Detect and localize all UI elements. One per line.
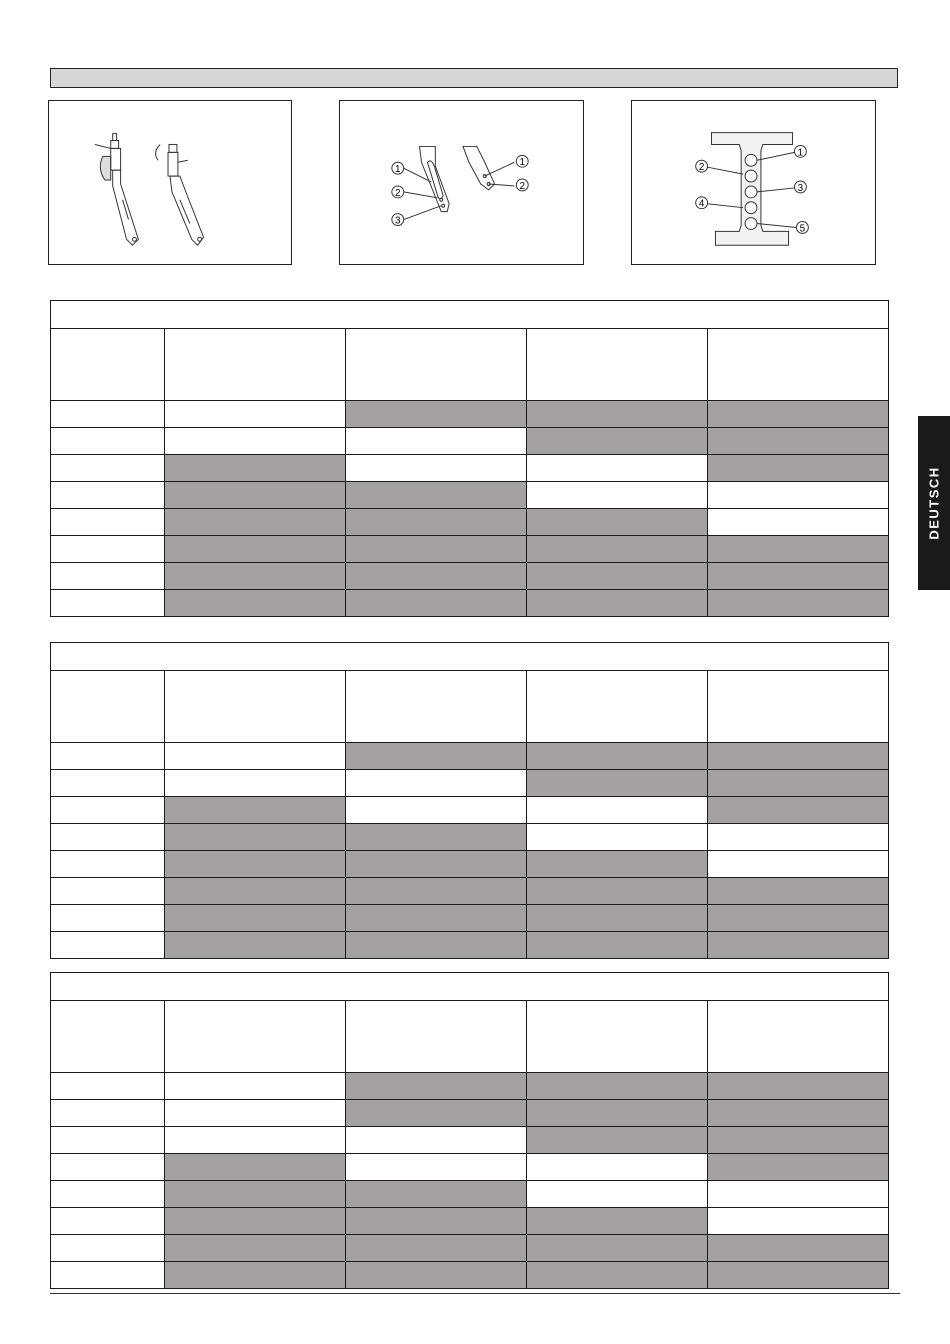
- shaded-cell: [708, 401, 889, 428]
- table-row: [51, 851, 889, 878]
- shaded-cell: [527, 563, 708, 590]
- blank-cell: [527, 824, 708, 851]
- shaded-cell: [527, 428, 708, 455]
- shaded-cell: [527, 536, 708, 563]
- blank-cell: [346, 1127, 527, 1154]
- table-row: [51, 932, 889, 959]
- table-row: [51, 1208, 889, 1235]
- table-row: [51, 563, 889, 590]
- header-cell: [708, 329, 889, 401]
- shaded-cell: [346, 905, 527, 932]
- shaded-cell: [346, 590, 527, 617]
- row-label-cell: [51, 851, 165, 878]
- shaded-cell: [346, 509, 527, 536]
- row-label-cell: [51, 932, 165, 959]
- row-label-cell: [51, 743, 165, 770]
- settings-table-2: [50, 642, 889, 959]
- shaded-cell: [527, 1100, 708, 1127]
- row-label-cell: [51, 1181, 165, 1208]
- header-cell: [527, 1001, 708, 1073]
- shaded-cell: [527, 851, 708, 878]
- shaded-cell: [708, 1262, 889, 1289]
- blank-cell: [346, 455, 527, 482]
- table-title-row: [51, 643, 889, 671]
- shaded-cell: [346, 1235, 527, 1262]
- blank-cell: [165, 1127, 346, 1154]
- footer-rule: [50, 1293, 900, 1294]
- shaded-cell: [708, 1100, 889, 1127]
- table-header-row: [51, 671, 889, 743]
- shaded-cell: [708, 1073, 889, 1100]
- blank-cell: [527, 455, 708, 482]
- shaded-cell: [165, 1181, 346, 1208]
- blank-cell: [346, 797, 527, 824]
- figure-3-profile: [631, 100, 876, 265]
- blank-cell: [708, 1181, 889, 1208]
- blank-cell: [527, 1181, 708, 1208]
- shaded-cell: [165, 1154, 346, 1181]
- callout-label: 2: [698, 162, 705, 174]
- table-row: [51, 1235, 889, 1262]
- table-row: [51, 455, 889, 482]
- blank-cell: [527, 482, 708, 509]
- blank-cell: [708, 509, 889, 536]
- header-cell: [51, 329, 165, 401]
- blank-cell: [346, 770, 527, 797]
- blank-cell: [165, 401, 346, 428]
- row-label-cell: [51, 401, 165, 428]
- table-row: [51, 743, 889, 770]
- settings-table-1: [50, 300, 889, 617]
- shaded-cell: [527, 1127, 708, 1154]
- blank-cell: [708, 851, 889, 878]
- language-tab-label: DEUTSCH: [926, 466, 942, 540]
- row-label-cell: [51, 1100, 165, 1127]
- table-row: [51, 905, 889, 932]
- callout-label: 1: [519, 157, 525, 169]
- row-label-cell: [51, 482, 165, 509]
- header-cell: [165, 329, 346, 401]
- table-row: [51, 1181, 889, 1208]
- row-label-cell: [51, 878, 165, 905]
- callout-label: 5: [799, 223, 806, 235]
- table-row: [51, 878, 889, 905]
- callout-label: 4: [698, 198, 705, 210]
- header-cell: [346, 329, 527, 401]
- table-row: [51, 1154, 889, 1181]
- shaded-cell: [165, 590, 346, 617]
- shaded-cell: [346, 401, 527, 428]
- figure-1-brackets: [48, 100, 292, 265]
- shaded-cell: [527, 509, 708, 536]
- row-label-cell: [51, 590, 165, 617]
- table-row: [51, 1100, 889, 1127]
- shaded-cell: [165, 563, 346, 590]
- header-cell: [165, 1001, 346, 1073]
- table-header-row: [51, 329, 889, 401]
- callout-label: 1: [395, 164, 401, 176]
- row-label-cell: [51, 455, 165, 482]
- shaded-cell: [346, 482, 527, 509]
- shaded-cell: [708, 878, 889, 905]
- table-row: [51, 1127, 889, 1154]
- shaded-cell: [527, 905, 708, 932]
- table-row: [51, 590, 889, 617]
- shaded-cell: [708, 1127, 889, 1154]
- blank-cell: [346, 1154, 527, 1181]
- shaded-cell: [708, 455, 889, 482]
- shaded-cell: [165, 905, 346, 932]
- shaded-cell: [708, 797, 889, 824]
- header-cell: [346, 671, 527, 743]
- row-label-cell: [51, 824, 165, 851]
- row-label-cell: [51, 1208, 165, 1235]
- blank-cell: [165, 743, 346, 770]
- row-label-cell: [51, 536, 165, 563]
- row-label-cell: [51, 563, 165, 590]
- shaded-cell: [165, 878, 346, 905]
- shaded-cell: [527, 932, 708, 959]
- header-cell: [708, 1001, 889, 1073]
- table-header-row: [51, 1001, 889, 1073]
- shaded-cell: [165, 851, 346, 878]
- shaded-cell: [527, 1262, 708, 1289]
- shaded-cell: [527, 401, 708, 428]
- shaded-cell: [708, 1235, 889, 1262]
- shaded-cell: [527, 743, 708, 770]
- blank-cell: [708, 824, 889, 851]
- row-label-cell: [51, 428, 165, 455]
- row-label-cell: [51, 770, 165, 797]
- profile-illustration-3: [632, 101, 875, 264]
- row-label-cell: [51, 905, 165, 932]
- table-title-row: [51, 973, 889, 1001]
- header-cell: [527, 671, 708, 743]
- callout-label: 1: [797, 147, 804, 159]
- header-cell: [51, 1001, 165, 1073]
- shaded-cell: [527, 1073, 708, 1100]
- table-row: [51, 482, 889, 509]
- shaded-cell: [346, 878, 527, 905]
- blank-cell: [165, 1073, 346, 1100]
- callout-label: 2: [519, 180, 525, 192]
- settings-table-3: [50, 972, 889, 1289]
- shaded-cell: [165, 455, 346, 482]
- blank-cell: [165, 428, 346, 455]
- header-cell: [527, 329, 708, 401]
- table-title-cell: [51, 973, 889, 1001]
- shaded-cell: [165, 1208, 346, 1235]
- row-label-cell: [51, 1235, 165, 1262]
- shaded-cell: [346, 851, 527, 878]
- shaded-cell: [708, 932, 889, 959]
- shaded-cell: [346, 932, 527, 959]
- table-row: [51, 509, 889, 536]
- table-row: [51, 428, 889, 455]
- shaded-cell: [708, 905, 889, 932]
- plate-illustration-2: [340, 101, 583, 264]
- shaded-cell: [527, 770, 708, 797]
- shaded-cell: [708, 590, 889, 617]
- shaded-cell: [527, 1235, 708, 1262]
- blank-cell: [346, 428, 527, 455]
- shaded-cell: [165, 824, 346, 851]
- shaded-cell: [708, 743, 889, 770]
- table-row: [51, 797, 889, 824]
- table-row: [51, 824, 889, 851]
- section-header-bar: [50, 68, 898, 88]
- shaded-cell: [346, 1181, 527, 1208]
- row-label-cell: [51, 509, 165, 536]
- header-cell: [165, 671, 346, 743]
- shaded-cell: [708, 428, 889, 455]
- blank-cell: [708, 1208, 889, 1235]
- shaded-cell: [346, 743, 527, 770]
- shaded-cell: [165, 1235, 346, 1262]
- row-label-cell: [51, 797, 165, 824]
- shaded-cell: [165, 797, 346, 824]
- table-row: [51, 770, 889, 797]
- shaded-cell: [346, 1073, 527, 1100]
- table-row: [51, 401, 889, 428]
- shaded-cell: [527, 1208, 708, 1235]
- shaded-cell: [346, 563, 527, 590]
- callout-label: 2: [395, 187, 401, 199]
- table-row: [51, 1262, 889, 1289]
- header-cell: [346, 1001, 527, 1073]
- shaded-cell: [165, 932, 346, 959]
- blank-cell: [165, 1100, 346, 1127]
- row-label-cell: [51, 1262, 165, 1289]
- row-label-cell: [51, 1073, 165, 1100]
- shaded-cell: [165, 1262, 346, 1289]
- shaded-cell: [527, 590, 708, 617]
- figure-2-plates: [339, 100, 584, 265]
- header-cell: [51, 671, 165, 743]
- callout-label: 3: [797, 182, 804, 194]
- shaded-cell: [708, 770, 889, 797]
- shaded-cell: [708, 536, 889, 563]
- shaded-cell: [527, 878, 708, 905]
- row-label-cell: [51, 1127, 165, 1154]
- shaded-cell: [346, 1100, 527, 1127]
- row-label-cell: [51, 1154, 165, 1181]
- blank-cell: [708, 482, 889, 509]
- shaded-cell: [165, 536, 346, 563]
- shaded-cell: [708, 1154, 889, 1181]
- table-row: [51, 536, 889, 563]
- shaded-cell: [165, 509, 346, 536]
- callout-label: 3: [395, 215, 401, 227]
- shaded-cell: [708, 563, 889, 590]
- table-row: [51, 1073, 889, 1100]
- shaded-cell: [346, 1262, 527, 1289]
- blank-cell: [165, 770, 346, 797]
- table-title-cell: [51, 643, 889, 671]
- blank-cell: [527, 1154, 708, 1181]
- shaded-cell: [346, 536, 527, 563]
- shaded-cell: [165, 482, 346, 509]
- header-cell: [708, 671, 889, 743]
- shaded-cell: [346, 1208, 527, 1235]
- shaded-cell: [346, 824, 527, 851]
- table-title-cell: [51, 301, 889, 329]
- table-title-row: [51, 301, 889, 329]
- bracket-illustration-1: [49, 101, 291, 264]
- language-tab[interactable]: [918, 416, 950, 590]
- blank-cell: [527, 797, 708, 824]
